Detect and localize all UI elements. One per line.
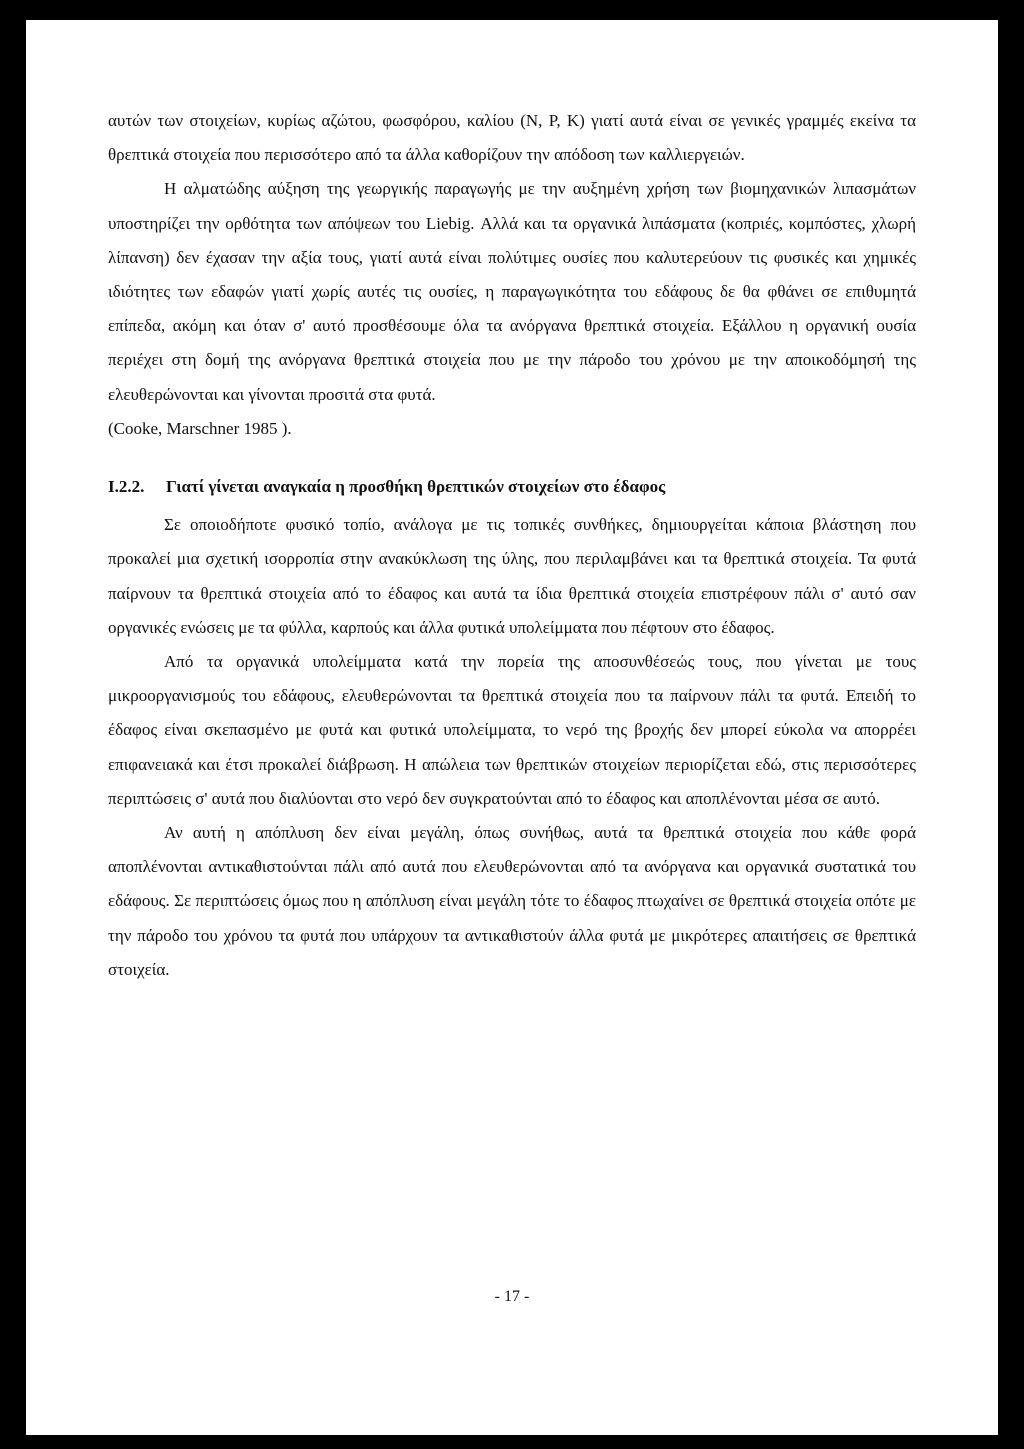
paragraph-natural-landscape: Σε οποιοδήποτε φυσικό τοπίο, ανάλογα με τις τοπικές συνθήκες, δημιουργείται κάποια βλάστηση που προκαλεί μια σχετική ισορροπία στην ανακύκλωση της ύλης, που περιλαμβάνει και τα θρεπτικά στοιχεία. Τα φυτά παίρνουν τα θρεπτικά στοιχεία από το έδαφος και αυτά τα ίδια θρεπτικά στοιχεία επιστρέφουν πάλι σ' αυτό σαν οργανικές ενώσεις με τα φύλλα, καρπούς και άλλα φυτικά υπολείμματα που πέφτουν στο έδαφος. bbox=[108, 515, 916, 637]
document-body bbox=[108, 104, 916, 987]
section-heading bbox=[108, 470, 916, 504]
section-number: I.2.2. bbox=[108, 477, 145, 497]
paragraph-leaching: Αν αυτή η απόπλυση δεν είναι μεγάλη, όπως συνήθως, αυτά τα θρεπτικά στοιχεία που κάθε φορά αποπλένονται αντικαθιστούνται πάλι από αυτά που ελευθερώνονται από τα ανόργανα και οργανικά συστατικά του εδάφους. Σε περιπτώσεις όμως που η απόπλυση είναι μεγάλη τότε το έδαφος πτωχαίνει σε θρεπτικά στοιχεία οπότε με την πάροδο του χρόνου τα φυτά που υπάρχουν τα αντικαθιστούν άλλα φυτά με μικρότερες απαιτήσεις σε θρεπτικά στοιχεία. bbox=[108, 823, 916, 979]
page-number: - 17 - bbox=[494, 1288, 530, 1305]
citation: (Cooke, Marschner 1985 ). bbox=[108, 418, 292, 438]
paragraph-liebig: Η αλματώδης αύξηση της γεωργικής παραγωγής με την αυξημένη χρήση των βιομηχανικών λιπασμάτων υποστηρίζει την ορθότητα των απόψεων του Liebig. Αλλά και τα οργανικά λιπάσματα (κοπριές, κομπόστες, χλωρή λίπανση) δεν έχασαν την αξία τους, γιατί αυτά είναι πολύτιμες ουσίες που καλυτερεύουν τις φυσικές και χημικές ιδιότητες των εδαφών γιατί χωρίς αυτές τις ουσίες, η παραγωγικότητα του εδάφους δε θα φθάνει σε επιθυμητά επίπεδα, ακόμη και όταν σ' αυτό προσθέσουμε όλα τα ανόργανα θρεπτικά στοιχεία. Εξάλλου η οργανική ουσία περιέχει στη δομή της ανόργανα θρεπτικά στοιχεία που με την πάροδο του χρόνου με την αποικοδόμησή της ελευθερώνονται και γίνονται προσιτά στα φυτά. bbox=[108, 179, 916, 404]
paragraph-continuation: αυτών των στοιχείων, κυρίως αζώτου, φωσφόρου, καλίου (Ν, Ρ, Κ) γιατί αυτά είναι σε γενικές γραμμές εκείνα τα θρεπτικά στοιχεία που περισσότερο από τα άλλα καθορίζουν την απόδοση των καλλιεργειών. bbox=[108, 111, 916, 165]
document-page bbox=[26, 20, 998, 1435]
paragraph-organic-residues: Από τα οργανικά υπολείμματα κατά την πορεία της αποσυνθέσεώς τους, που γίνεται με τους μικροοργανισμούς του εδάφους, ελευθερώνονται τα θρεπτικά στοιχεία που τα παίρνουν πάλι τα φυτά. Επειδή το έδαφος είναι σκεπασμένο με φυτά και φυτικά υπολείμματα, το νερό της βροχής δεν μπορεί εύκολα να απορρέει επιφανειακά και έτσι προκαλεί διάβρωση. Η απώλεια των θρεπτικών στοιχείων περιορίζεται εδώ, στις περισσότερες περιπτώσεις σ' αυτά που διαλύονται στο νερό δεν συγκρατούνται από το έδαφος και αποπλένονται μέσα σε αυτό. bbox=[108, 652, 916, 808]
section-title: Γιατί γίνεται αναγκαία η προσθήκη θρεπτικών στοιχείων στο έδαφος bbox=[166, 477, 666, 497]
